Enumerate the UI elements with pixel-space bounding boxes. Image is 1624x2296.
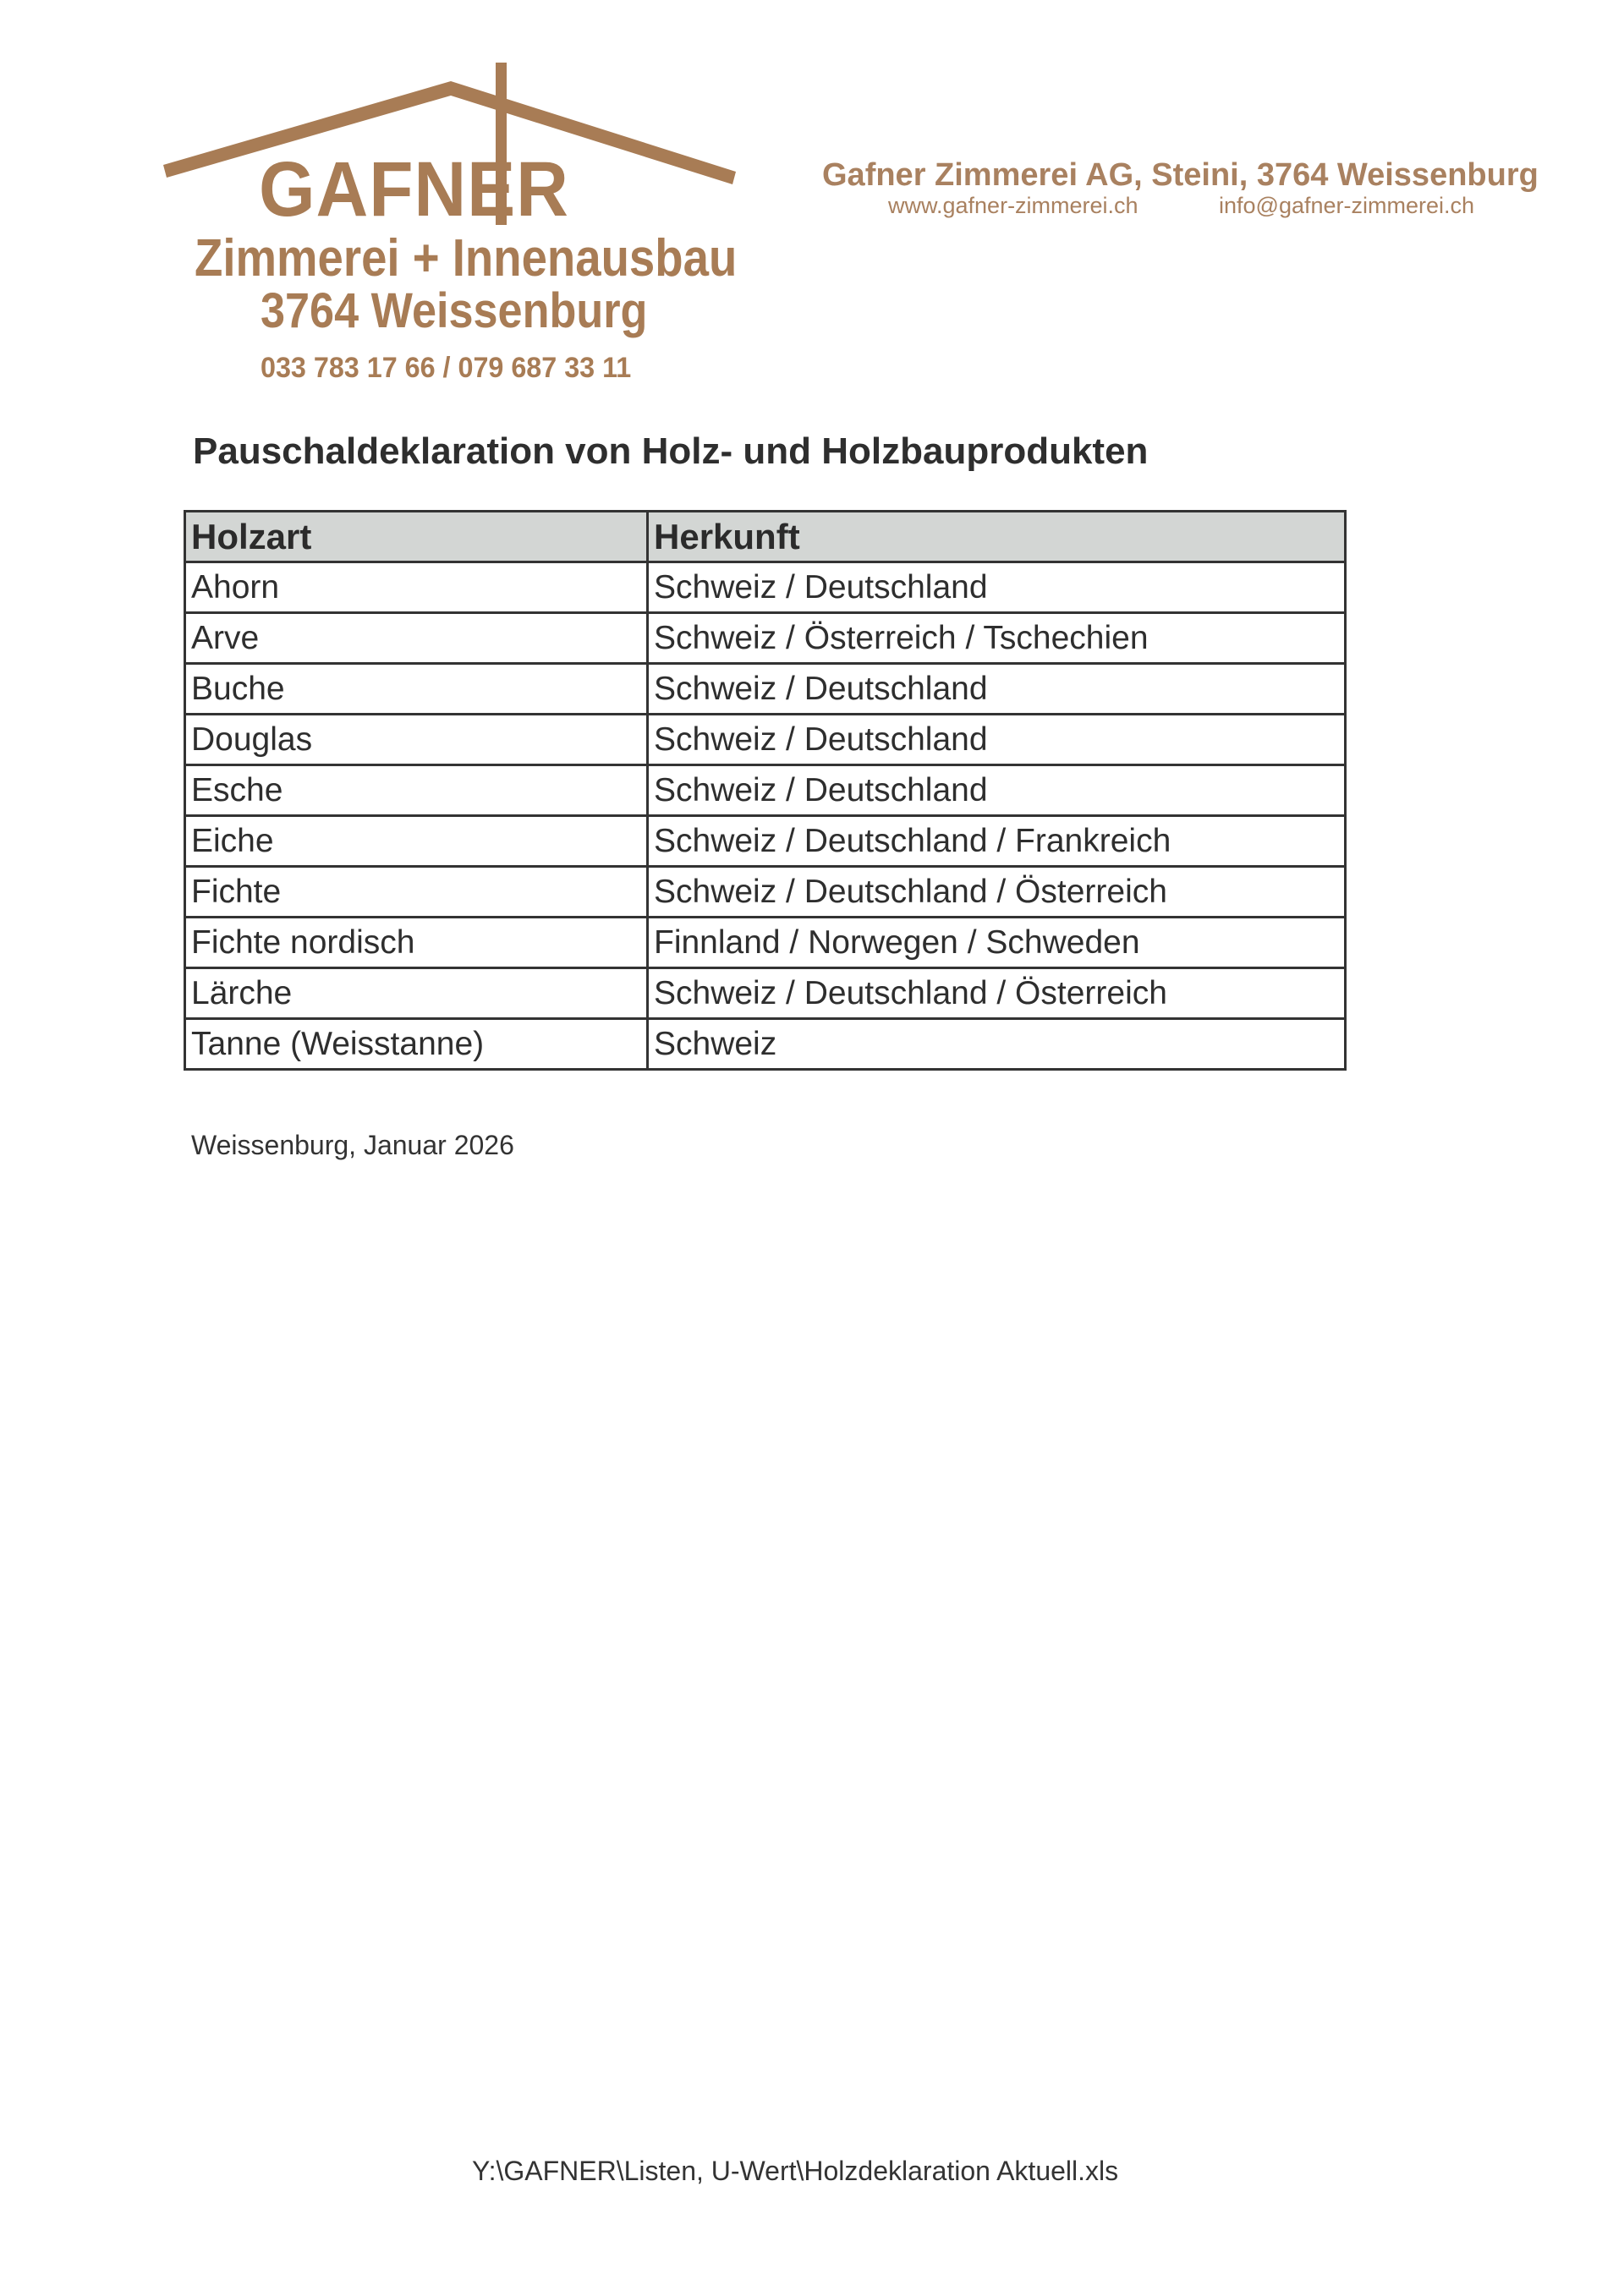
cell-holzart: Tanne (Weisstanne) xyxy=(185,1019,648,1070)
logo-city: 3764 Weissenburg xyxy=(261,283,648,338)
table-row xyxy=(185,664,1346,715)
table-row xyxy=(185,918,1346,968)
table-row xyxy=(185,816,1346,867)
document-title: Pauschaldeklaration von Holz- und Holzbauprodukten xyxy=(193,430,1149,472)
company-website-link[interactable]: www.gafner-zimmerei.ch xyxy=(888,193,1138,218)
footer-file-path: Y:\GAFNER\Listen, U-Wert\Holzdeklaration Aktuell.xls xyxy=(472,2156,1119,2186)
cell-holzart: Esche xyxy=(185,765,648,816)
table-row xyxy=(185,715,1346,765)
cell-herkunft: Schweiz / Deutschland xyxy=(648,715,1346,765)
place-and-date: Weissenburg, Januar 2026 xyxy=(191,1130,514,1160)
cell-herkunft: Schweiz / Deutschland / Österreich xyxy=(648,968,1346,1019)
cell-herkunft: Schweiz / Österreich / Tschechien xyxy=(648,613,1346,664)
logo-name: GAFNER xyxy=(259,146,569,233)
company-email-link[interactable]: info@gafner-zimmerei.ch xyxy=(1219,193,1475,218)
cell-holzart: Arve xyxy=(185,613,648,664)
table-row xyxy=(185,765,1346,816)
cell-holzart: Ahorn xyxy=(185,562,648,613)
company-address: Gafner Zimmerei AG, Steini, 3764 Weissenburg xyxy=(822,157,1539,193)
column-header-herkunft: Herkunft xyxy=(648,512,1346,562)
cell-holzart: Fichte xyxy=(185,867,648,918)
wood-declaration-table xyxy=(184,510,1347,1071)
logo-tagline: Zimmerei + Innenausbau xyxy=(195,229,738,288)
cell-holzart: Fichte nordisch xyxy=(185,918,648,968)
table-header-row xyxy=(185,512,1346,562)
logo-phone: 033 783 17 66 / 079 687 33 11 xyxy=(261,352,632,384)
cell-herkunft: Schweiz / Deutschland / Frankreich xyxy=(648,816,1346,867)
cell-holzart: Douglas xyxy=(185,715,648,765)
table-row xyxy=(185,562,1346,613)
column-header-holzart: Holzart xyxy=(185,512,648,562)
cell-holzart: Buche xyxy=(185,664,648,715)
cell-herkunft: Schweiz / Deutschland xyxy=(648,562,1346,613)
cell-holzart: Lärche xyxy=(185,968,648,1019)
cell-herkunft: Schweiz xyxy=(648,1019,1346,1070)
cell-herkunft: Finnland / Norwegen / Schweden xyxy=(648,918,1346,968)
cell-herkunft: Schweiz / Deutschland xyxy=(648,664,1346,715)
table-row xyxy=(185,613,1346,664)
table-row xyxy=(185,1019,1346,1070)
cell-herkunft: Schweiz / Deutschland xyxy=(648,765,1346,816)
cell-holzart: Eiche xyxy=(185,816,648,867)
table-row xyxy=(185,968,1346,1019)
table-row xyxy=(185,867,1346,918)
cell-herkunft: Schweiz / Deutschland / Österreich xyxy=(648,867,1346,918)
